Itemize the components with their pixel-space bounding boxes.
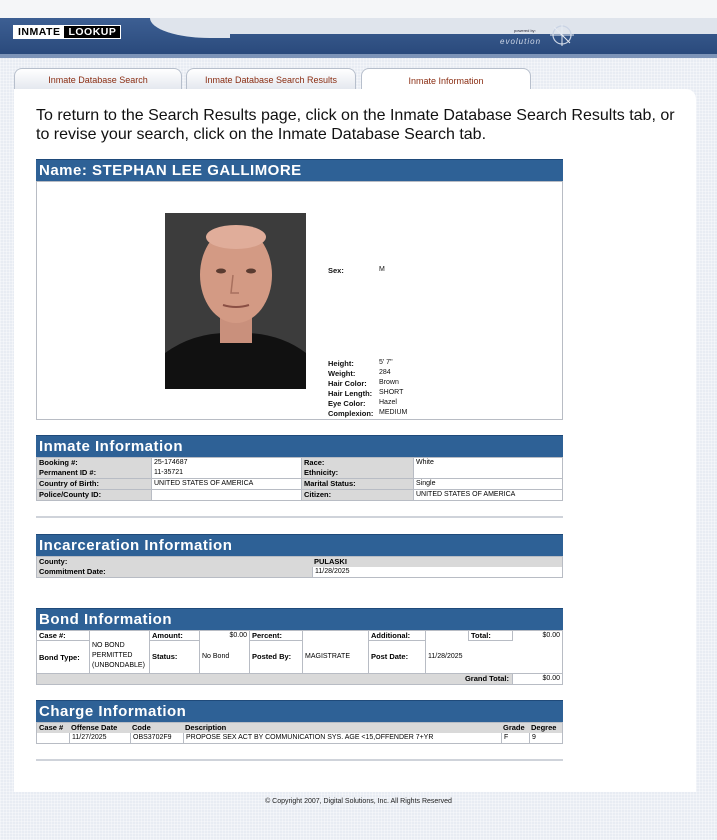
inmate-photo-illustration	[165, 213, 306, 389]
inmate-lookup-logo: INMATE LOOKUP	[13, 25, 121, 39]
inmate-info-value: UNITED STATES OF AMERICA	[151, 479, 301, 489]
tab-inmate-database-search-results[interactable]: Inmate Database Search Results	[186, 68, 356, 90]
bond-header: Bond Information	[36, 608, 563, 630]
header-top-strip	[0, 0, 717, 18]
tab-inmate-information[interactable]: Inmate Information	[361, 68, 531, 92]
charge-col-grade: Grade	[501, 723, 529, 733]
eye-color-value: Hazel	[379, 399, 397, 406]
status-label: Status:	[149, 641, 199, 673]
weight-label: Weight:	[328, 369, 356, 378]
grand-total-label: Grand Total:	[464, 674, 509, 683]
copyright-footer: © Copyright 2007, Digital Solutions, Inc. All Rights Reserved	[265, 798, 452, 805]
evolution-brand: evolution	[500, 37, 542, 46]
charge-table-header	[36, 722, 563, 733]
table-row	[36, 567, 563, 578]
table-row	[36, 674, 563, 685]
hair-color-value: Brown	[379, 379, 399, 386]
tab-inmate-database-search[interactable]: Inmate Database Search	[14, 68, 182, 90]
complexion-label: Complexion:	[328, 409, 374, 418]
amount-value: $0.00	[199, 631, 249, 641]
charge-code: OBS3702F9	[130, 733, 183, 743]
bond-type-label: Bond Type:	[39, 653, 80, 662]
inmate-info-value: Single	[413, 479, 562, 489]
posted-by-label: Posted By:	[249, 641, 302, 673]
charge-col-description: Description	[183, 723, 501, 733]
post-date-value: 11/28/2025	[425, 641, 562, 673]
height-label: Height:	[328, 359, 354, 368]
sex-label: Sex:	[328, 266, 344, 275]
height-value: 5' 7"	[379, 359, 393, 366]
case-number-value	[89, 631, 149, 641]
case-number-label: Case #:	[39, 631, 66, 640]
charge-col-offense-date: Offense Date	[69, 723, 130, 733]
table-row	[36, 641, 563, 674]
charge-grade: F	[501, 733, 529, 743]
hair-length-label: Hair Length:	[328, 389, 373, 398]
percent-label: Percent:	[249, 631, 302, 641]
inmate-info-value: 11-35721	[151, 468, 301, 478]
inmate-info-label: Police/County ID:	[37, 490, 151, 500]
hair-length-value: SHORT	[379, 389, 404, 396]
table-row	[36, 457, 563, 468]
table-row	[36, 733, 563, 744]
table-row	[36, 556, 563, 567]
eye-color-label: Eye Color:	[328, 399, 366, 408]
header-bar-light	[200, 18, 717, 34]
amount-label: Amount:	[149, 631, 199, 641]
status-value: No Bond	[199, 641, 249, 673]
bond-type-value: NO BOND PERMITTED (UNBONDABLE)	[89, 641, 149, 673]
post-date-label: Post Date:	[368, 641, 425, 673]
charge-description: PROPOSE SEX ACT BY COMMUNICATION SYS. AGE <15,OFFENDER 7+YR	[183, 733, 501, 743]
header-underline	[0, 54, 717, 58]
charge-case	[37, 733, 69, 743]
grand-total-value: $0.00	[512, 674, 562, 684]
total-value: $0.00	[512, 631, 562, 641]
inmate-info-value: 25-174687	[151, 458, 301, 468]
inmate-info-label: Marital Status:	[301, 479, 413, 489]
inmate-info-label: Booking #:	[37, 458, 151, 468]
commitment-date-label: Commitment Date:	[37, 567, 312, 577]
hair-color-label: Hair Color:	[328, 379, 367, 388]
inmate-info-value	[413, 468, 562, 478]
additional-label: Additional:	[368, 631, 425, 641]
commitment-date-value: 11/28/2025	[312, 567, 562, 577]
incarceration-header: Incarceration Information	[36, 534, 563, 556]
sex-value: M	[379, 266, 385, 273]
inmate-info-label: Citizen:	[301, 490, 413, 500]
inmate-info-label: Race:	[301, 458, 413, 468]
total-label: Total:	[468, 631, 512, 641]
name-header: Name: STEPHAN LEE GALLIMORE	[36, 159, 563, 181]
inmate-info-value	[151, 490, 301, 500]
table-row	[36, 630, 563, 641]
weight-value: 284	[379, 369, 391, 376]
county-value: PULASKI	[312, 557, 562, 567]
powered-by-label: powered by:	[514, 28, 536, 33]
table-row	[36, 479, 563, 490]
charge-offense-date: 11/27/2025	[69, 733, 130, 743]
inmate-info-label: Country of Birth:	[37, 479, 151, 489]
county-label: County:	[37, 557, 312, 567]
additional-value	[425, 631, 468, 641]
table-row	[36, 468, 563, 479]
charge-col-degree: Degree	[529, 723, 562, 733]
posted-by-value: MAGISTRATE	[302, 641, 368, 673]
inmate-info-label: Ethnicity:	[301, 468, 413, 478]
table-row	[36, 490, 563, 501]
inmate-info-value: White	[413, 458, 562, 468]
charge-col-case: Case #	[37, 723, 69, 733]
charge-header: Charge Information	[36, 700, 563, 722]
charge-degree: 9	[529, 733, 562, 743]
percent-value	[302, 631, 368, 641]
section-divider	[36, 516, 563, 518]
intro-text: To return to the Search Results page, click on the Inmate Database Search Results tab, or to revise your search, click on the Inmate Database Search tab.	[36, 107, 675, 143]
section-divider	[36, 759, 563, 761]
inmate-info-header: Inmate Information	[36, 435, 563, 457]
evolution-logo-icon	[548, 22, 576, 48]
inmate-info-value: UNITED STATES OF AMERICA	[413, 490, 562, 500]
inmate-photo	[165, 213, 306, 389]
inmate-info-label: Permanent ID #:	[37, 468, 151, 478]
charge-col-code: Code	[130, 723, 183, 733]
complexion-value: MEDIUM	[379, 409, 408, 416]
